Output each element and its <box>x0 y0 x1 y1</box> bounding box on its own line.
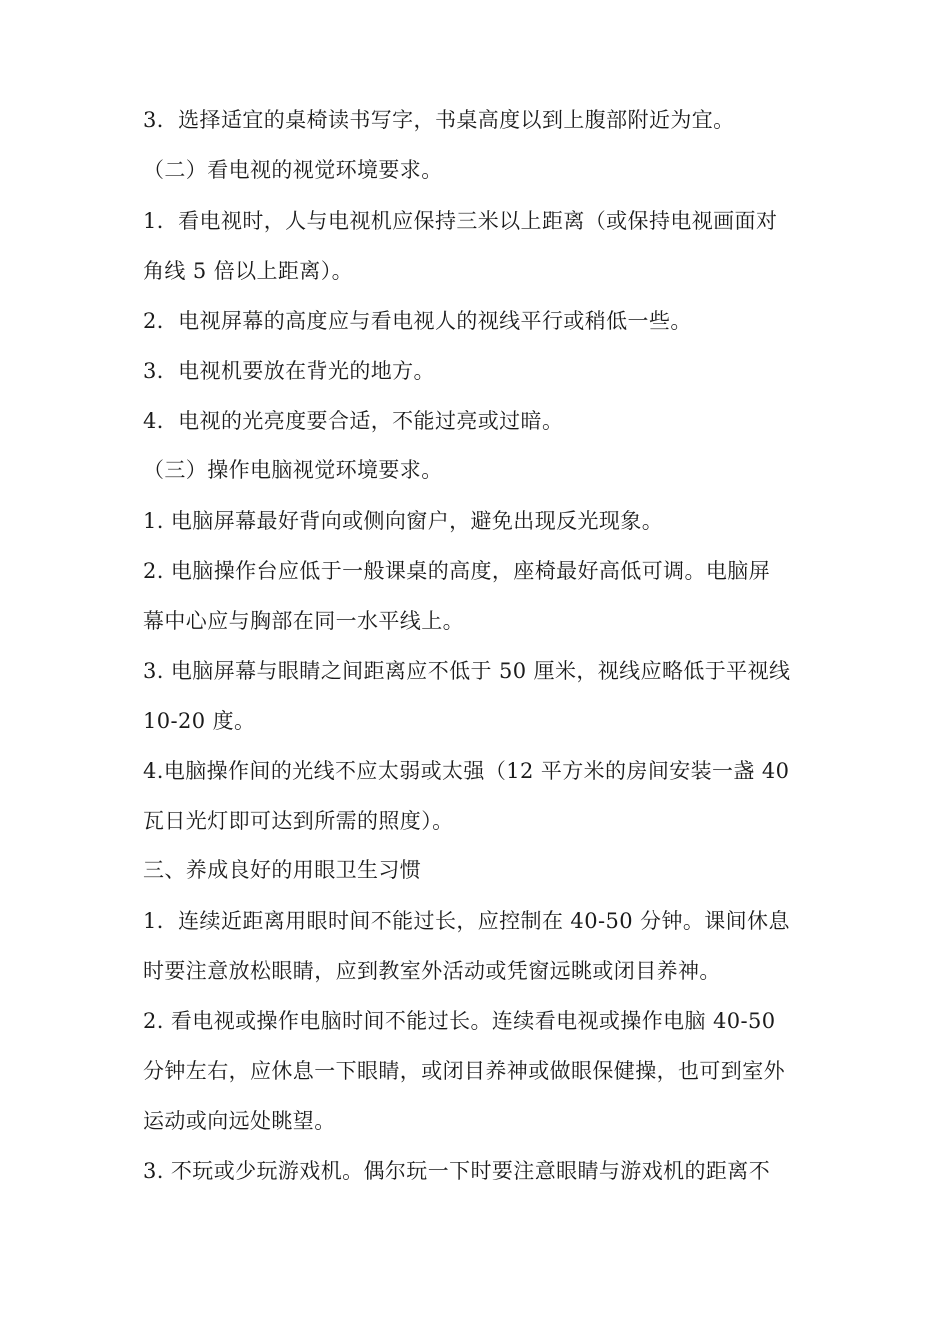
paragraph-line: 3．电视机要放在背光的地方。 <box>143 359 435 383</box>
paragraph-line: 4．电视的光亮度要合适，不能过亮或过暗。 <box>143 409 564 433</box>
paragraph-line: 2. 看电视或操作电脑时间不能过长。连续看电视或操作电脑 40-50 <box>143 1009 776 1033</box>
paragraph-line: 1. 电脑屏幕最好背向或侧向窗户，避免出现反光现象。 <box>143 509 664 533</box>
paragraph-line: 4.电脑操作间的光线不应太弱或太强（12 平方米的房间安装一盏 40 <box>143 759 790 783</box>
paragraph-line: 1．看电视时，人与电视机应保持三米以上距离（或保持电视画面对 <box>143 209 778 233</box>
paragraph-line: 瓦日光灯即可达到所需的照度）。 <box>143 809 454 833</box>
section-heading: （二）看电视的视觉环境要求。 <box>143 158 443 182</box>
paragraph-line: 3. 电脑屏幕与眼睛之间距离应不低于 50 厘米，视线应略低于平视线 <box>143 659 791 683</box>
paragraph-line: 1．连续近距离用眼时间不能过长，应控制在 40-50 分钟。课间休息 <box>143 909 790 933</box>
section-heading: （三）操作电脑视觉环境要求。 <box>143 458 443 482</box>
paragraph-line: 运动或向远处眺望。 <box>143 1109 336 1133</box>
paragraph-line: 幕中心应与胸部在同一水平线上。 <box>143 609 464 633</box>
paragraph-line: 3．选择适宜的桌椅读书写字，书桌高度以到上腹部附近为宜。 <box>143 108 735 132</box>
paragraph-line: 分钟左右，应休息一下眼睛，或闭目养神或做眼保健操，也可到室外 <box>143 1059 785 1083</box>
paragraph-line: 角线 5 倍以上距离）。 <box>143 259 354 283</box>
paragraph-line: 10-20 度。 <box>143 709 256 733</box>
paragraph-line: 2. 电脑操作台应低于一般课桌的高度，座椅最好高低可调。电脑屏 <box>143 559 771 583</box>
paragraph-line: 2．电视屏幕的高度应与看电视人的视线平行或稍低一些。 <box>143 309 692 333</box>
paragraph-line: 时要注意放松眼睛，应到教室外活动或凭窗远眺或闭目养神。 <box>143 959 721 983</box>
paragraph-line: 3. 不玩或少玩游戏机。偶尔玩一下时要注意眼睛与游戏机的距离不 <box>143 1159 771 1183</box>
section-heading: 三、养成良好的用眼卫生习惯 <box>143 858 422 882</box>
